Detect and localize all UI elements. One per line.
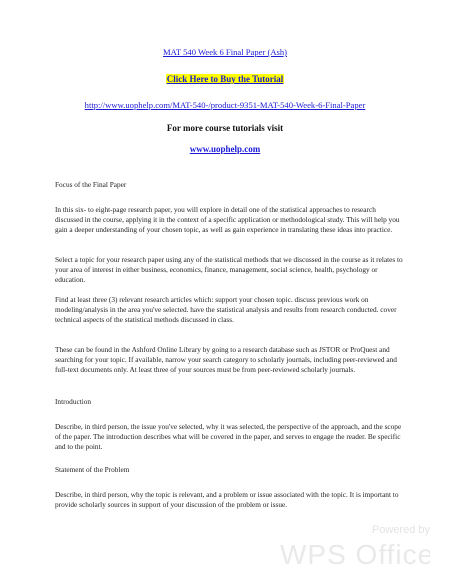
wps-office-watermark bbox=[280, 524, 430, 568]
paragraph-2: Select a topic for your research paper using any of the statistical methods that we discussed in the course as it relates to your area of interest in either business, economics, finance, management, social science, health, psychology or education. bbox=[55, 255, 403, 284]
more-tutorials-text: For more course tutorials visit bbox=[166, 123, 284, 133]
buy-tutorial-label: Click Here to Buy the Tutorial bbox=[166, 74, 284, 84]
buy-link-row bbox=[0, 70, 450, 86]
site-url-row bbox=[0, 140, 450, 156]
buy-tutorial-link[interactable] bbox=[166, 74, 285, 84]
paragraph-1: In this six- to eight-page research paper, you will explore in detail one of the statistical approaches to research discussed in the course, applying it in the context of a specific application or methodological study. This will help you gain a deeper understanding of your chosen topic, as well as gain experience in translating these ideas into practice. bbox=[55, 205, 400, 234]
watermark-brand-text: WPS Office bbox=[280, 539, 430, 568]
introduction-heading: Introduction bbox=[55, 397, 92, 406]
paragraph-4: These can be found in the Ashford Online Library by going to a research database such as JSTOR or ProQuest and searching for your topic. If available, narrow your search category to scholarly journals, including peer-reviewed and full-text documents only. At least three of your sources must be from peer-reviewed scholarly journals. bbox=[55, 345, 397, 374]
title-link[interactable]: MAT 540 Week 6 Final Paper (Ash) bbox=[162, 47, 288, 57]
paragraph-3: Find at least three (3) relevant research articles which: support your chosen topic. discuss previous work on modeling/analysis in the area you've selected. have the statistical analysis and results from research conducted. cover technical aspects of the statistical methods discussed in class. bbox=[55, 295, 397, 324]
product-url-link[interactable]: http://www.uophelp.com/MAT-540-/product-9351-MAT-540-Week-6-Final-Paper bbox=[84, 100, 366, 110]
product-url-row bbox=[0, 96, 450, 112]
title-link-row bbox=[0, 43, 450, 59]
site-url-link[interactable]: www.uophelp.com bbox=[189, 144, 261, 154]
watermark-powered-by: Powered by bbox=[371, 524, 430, 536]
more-tutorials-row bbox=[0, 119, 450, 135]
paragraph-5: Describe, in third person, the issue you've selected, why it was selected, the perspective of the approach, and the scope of the paper. The introduction describes what will be covered in the paper, and serves to engage the reader. Be specific and to the point. bbox=[55, 422, 402, 451]
problem-heading: Statement of the Problem bbox=[55, 465, 130, 474]
paragraph-6: Describe, in third person, why the topic is relevant, and a problem or issue associated with the topic. It is important to provide scholarly sources in support of your discussion of the problem or issue. bbox=[55, 490, 399, 509]
focus-heading: Focus of the Final Paper bbox=[55, 180, 127, 189]
